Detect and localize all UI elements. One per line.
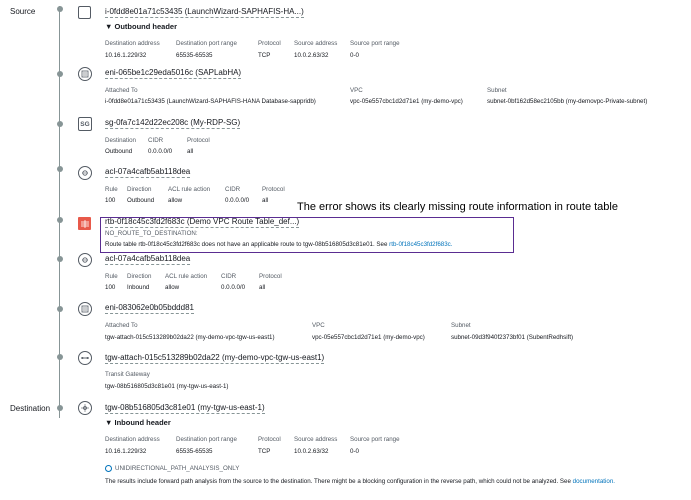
col-label: Destination (105, 137, 136, 144)
timeline-dot (57, 166, 63, 172)
rtb-title[interactable]: rtb-0f18c45c3fd2f683c (Demo VPC Route Table_def...) (105, 217, 300, 226)
col-value: allow (168, 197, 183, 204)
destination-label: Destination (10, 404, 51, 413)
outbound-header-toggle[interactable] (105, 22, 177, 31)
col-label: Subnet (451, 322, 471, 329)
col-label: Subnet (487, 87, 507, 94)
col-label: Protocol (258, 436, 281, 443)
col-value: TCP (258, 52, 271, 59)
tgw-attach-title[interactable]: tgw-attach-015c513289b02da22 (my-demo-vpc-tgw-us-east1) (105, 353, 325, 362)
footer-message (105, 478, 615, 485)
col-label: VPC (350, 87, 363, 94)
triangle-down-icon: ▼ (105, 418, 115, 427)
acl1-title[interactable]: acl-07a4cafb5ab118dea (105, 167, 191, 176)
col-value: 10.0.2.63/32 (294, 448, 329, 455)
instance-title[interactable]: i-0fdd8e01a71c53435 (LaunchWizard-SAPHAFIS-HA...) (105, 7, 304, 16)
info-icon (105, 465, 112, 472)
network-interface-icon (78, 302, 92, 316)
source-label: Source (10, 7, 36, 16)
inbound-header-label: Inbound header (114, 418, 171, 427)
square-icon (78, 6, 91, 19)
col-label: Transit Gateway (105, 371, 150, 378)
col-value: Outbound (105, 148, 133, 155)
col-value: 10.0.2.63/32 (294, 52, 329, 59)
col-value: all (262, 197, 269, 204)
documentation-link[interactable]: documentation. (572, 478, 615, 485)
col-label: Source port range (350, 40, 400, 47)
error-message (105, 241, 452, 248)
col-label: Rule (105, 186, 118, 193)
network-acl-icon (78, 253, 92, 267)
footer-text: The results include forward path analysis from the source to the destination. There might be a blocking configuration in the reverse path, which could not be analyzed. See (105, 478, 571, 485)
col-value: vpc-05e557cbc1d2d71e1 (my-demo-vpc) (312, 334, 425, 341)
col-value: all (187, 148, 194, 155)
transit-gateway-attachment-icon (78, 351, 92, 365)
col-value: 0-0 (350, 448, 359, 455)
eni2-title[interactable]: eni-083062e0b05bddd81 (105, 303, 194, 312)
timeline-dot (57, 217, 63, 223)
col-label: CIDR (221, 273, 237, 280)
col-value: Outbound (127, 197, 155, 204)
network-interface-icon (78, 67, 92, 81)
footer-code: UNIDIRECTIONAL_PATH_ANALYSIS_ONLY (115, 465, 240, 472)
col-label: Protocol (259, 273, 282, 280)
col-value: 0-0 (350, 52, 359, 59)
col-value: tgw-attach-015c513289b02da22 (my-demo-vpc-tgw-us-east1) (105, 334, 275, 341)
col-value: subnet-0bf162d58ec2105bb (my-demovpc-Private-subnet) (487, 98, 648, 105)
col-label: Destination port range (176, 436, 237, 443)
col-label: Source port range (350, 436, 400, 443)
col-value: 0.0.0.0/0 (221, 284, 246, 291)
col-value: subnet-09d3f940f2373bf01 (SubentRedhsift) (451, 334, 574, 341)
inbound-header-toggle[interactable] (105, 418, 171, 427)
error-text: Route table rtb-0f18c45c3fd2f683c does not have an applicable route to tgw-08b516805d3c81e01. See (105, 241, 388, 248)
col-label: Protocol (258, 40, 281, 47)
col-label: Attached To (105, 322, 138, 329)
triangle-down-icon: ▼ (105, 22, 115, 31)
col-label: Destination address (105, 436, 160, 443)
col-value: all (259, 284, 266, 291)
col-label: ACL rule action (168, 186, 211, 193)
col-value: 65535-65535 (176, 448, 213, 455)
transit-gateway-icon (78, 401, 92, 415)
col-value: 10.16.1.229/32 (105, 448, 147, 455)
col-label: Protocol (187, 137, 210, 144)
col-value: i-0fdd8e01a71c53435 (LaunchWizard-SAPHAFIS-HANA Database-sappridb) (105, 98, 316, 105)
col-label: Source address (294, 40, 338, 47)
col-label: Attached To (105, 87, 138, 94)
col-label: ACL rule action (165, 273, 208, 280)
timeline-dot (57, 306, 63, 312)
acl2-title[interactable]: acl-07a4cafb5ab118dea (105, 254, 191, 263)
col-label: CIDR (148, 137, 164, 144)
col-value: 100 (105, 284, 116, 291)
col-label: Source address (294, 436, 338, 443)
timeline-dot (57, 121, 63, 127)
col-label: VPC (312, 322, 325, 329)
col-value: vpc-05e557cbc1d2d71e1 (my-demo-vpc) (350, 98, 463, 105)
timeline-dot (57, 405, 63, 411)
tgw-title[interactable]: tgw-08b516805d3c81e01 (my-tgw-us-east-1) (105, 403, 265, 412)
network-acl-icon (78, 166, 92, 180)
annotation-text: The error shows its clearly missing route information in route table (297, 201, 618, 213)
col-value: 65535-65535 (176, 52, 213, 59)
col-label: Direction (127, 186, 152, 193)
timeline-dot (57, 256, 63, 262)
col-value: 100 (105, 197, 116, 204)
route-table-link[interactable]: rtb-0f18c45c3fd2f683c. (389, 241, 453, 248)
col-label: Protocol (262, 186, 285, 193)
error-code: NO_ROUTE_TO_DESTINATION: (105, 230, 198, 237)
timeline-dot (57, 6, 63, 12)
eni1-title[interactable]: eni-065be1c29eda5016c (SAPLabHA) (105, 68, 242, 77)
timeline-dot (57, 71, 63, 77)
col-value: tgw-08b516805d3c81e01 (my-tgw-us-east-1) (105, 383, 229, 390)
col-value: TCP (258, 448, 271, 455)
route-table-icon (78, 217, 91, 230)
col-value: 0.0.0.0/0 (225, 197, 250, 204)
outbound-header-label: Outbound header (114, 22, 178, 31)
timeline-dot (57, 354, 63, 360)
col-value: Inbound (127, 284, 150, 291)
sg-title[interactable]: sg-0fa7c142d22ec208c (My-RDP-SG) (105, 118, 241, 127)
col-label: Direction (127, 273, 152, 280)
col-value: 10.16.1.229/32 (105, 52, 147, 59)
col-value: allow (165, 284, 180, 291)
col-label: Rule (105, 273, 118, 280)
col-value: 0.0.0.0/0 (148, 148, 173, 155)
col-label: Destination port range (176, 40, 237, 47)
col-label: CIDR (225, 186, 241, 193)
col-label: Destination address (105, 40, 160, 47)
security-group-icon: SG (78, 117, 92, 131)
